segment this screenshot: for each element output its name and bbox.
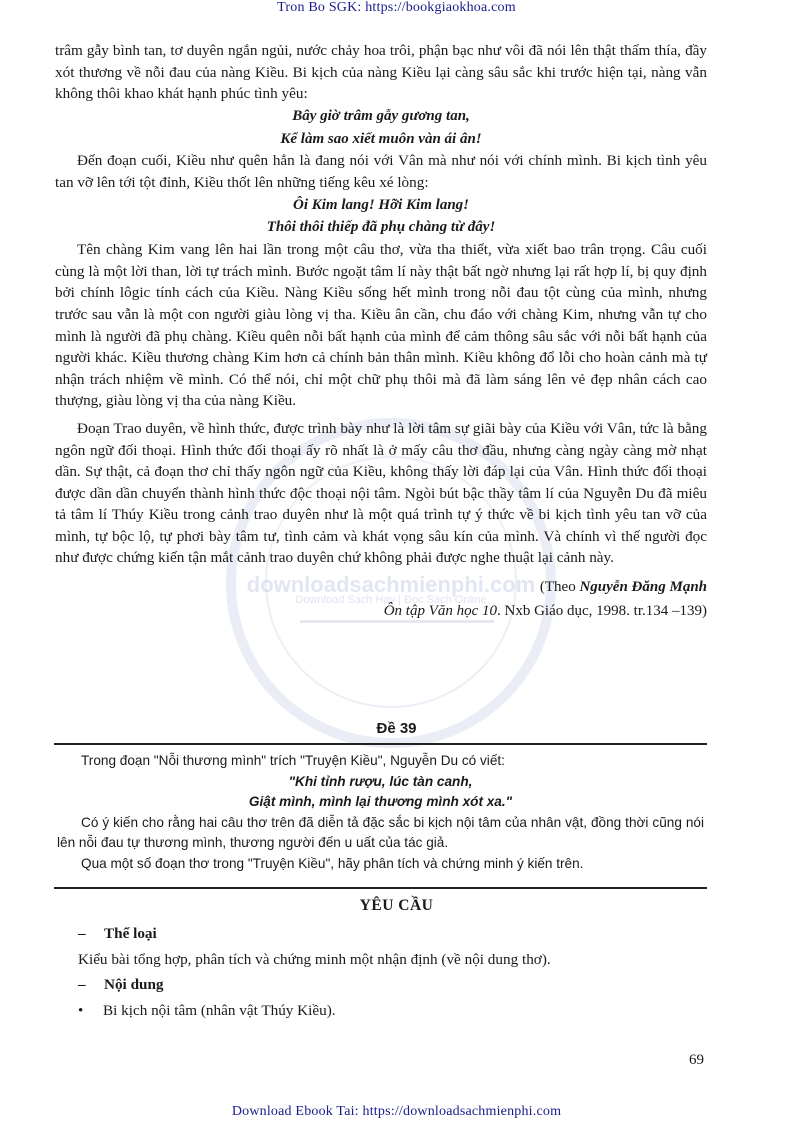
exam-paragraph-2: Qua một số đoạn thơ trong "Truyện Kiều", hãy phân tích và chứng minh ý kiến trên.: [81, 855, 584, 871]
dash-marker: –: [78, 925, 86, 942]
watermark-text: downloadsachmienphi.com: [246, 572, 536, 597]
req-heading-genre: [78, 923, 157, 945]
req-bullet-text: Bi kịch nội tâm (nhân vật Thúy Kiều).: [103, 1002, 336, 1019]
bullet-icon: •: [78, 1002, 84, 1019]
paragraph-3: Tên chàng Kim vang lên hai lần trong một câu thơ, vừa tha thiết, vừa xiết bao trân trọng. Câu cuối cùng là một lời than, lời tự trách mình. Bước ngoặt tâm lí này thật bất ngờ nhưng lại rất hợp lí, bị quy định bởi chính lôgic tính cách của Kiều. Nàng Kiều sống hết mình trong nỗi đau tột cùng của mình, nhưng trước sau vẫn là một con người giàu lòng vị tha. Kiều ân cần, chu đáo với chàng Kim, nhưng vẫn tự cho mình là người đã phụ chàng. Kiều quên nỗi bất hạnh của mình để cảm thông sâu sắc với nỗi bất hạnh của người khác. Kiều thương chàng Kim hơn cả chính bản thân mình. Kiều không đổ lỗi cho hoàn cảnh mà tự nhận trách nhiệm về mình. Có thể nói, chỉ một chữ phụ thôi mà đã làm sáng lên vẻ đẹp nhân cách cao thượng, giàu lòng vị tha của nàng Kiều.: [55, 241, 707, 410]
req-genre-text: Kiểu bài tổng hợp, phân tích và chứng minh một nhận định (về nội dung thơ).: [78, 951, 551, 968]
page-number: 69: [689, 1052, 704, 1068]
req-bullet-item: [78, 1000, 336, 1022]
exam-quote-line-1: "Khi tỉnh rượu, lúc tàn canh,: [288, 773, 473, 789]
source-line-2: [55, 599, 707, 623]
source-book: Ôn tập Văn học 10: [383, 603, 498, 620]
verse-2-line-2: Thôi thôi thiếp đã phụ chàng từ đây!: [266, 219, 496, 236]
req-heading-content: [78, 974, 164, 996]
footer-link[interactable]: Download Ebook Tai: https://downloadsachmienphi.com: [231, 1104, 562, 1119]
req-heading-content-label: Nội dung: [104, 976, 164, 993]
req-heading-genre-label: Thể loại: [104, 925, 157, 942]
exam-quote-line-2: Giật mình, mình lại thương mình xót xa.": [248, 794, 513, 809]
source-prefix: (Theo: [539, 579, 580, 596]
watermark-subtext: Download Sách Hay | Đọc Sách Online: [295, 594, 487, 606]
header-link[interactable]: Tron Bo SGK: https://bookgiaokhoa.com: [277, 0, 516, 15]
paragraph-2: Đến đoạn cuối, Kiều như quên hẳn là đang nói với Vân mà như nói với chính mình. Bi kịch tình yêu tan vỡ lên tới tột đỉnh, Kiều thốt lên những tiếng kêu xé lòng:: [55, 152, 707, 191]
paragraph-4: Đoạn Trao duyên, về hình thức, được trình bày như là lời tâm sự giãi bày của Kiều với Vân, tức là bằng ngôn ngữ đối thoại. Hình thức đối thoại ấy rõ nhất là ở mấy câu thơ đầu, nhưng càng ngày càng mờ nhạt dần. Sự thật, cả đoạn thơ chỉ thấy ngôn ngữ của Kiều, không thấy lời đáp lại của Vân. Hình thức đối thoại được dần dần chuyển thành hình thức độc thoại nội tâm. Ngòi bút bậc thầy tâm lí của Nguyễn Du đã miêu tả tâm lí Thúy Kiều trong cảnh trao duyên như là một quá trình tự ý thức về bi kịch tình yêu tan vỡ của mình, tự bộc lộ, tự phơi bày tâm tư, tình cảm và khát vọng sâu kín của mình. Và chính vì thế người đọc như được chứng kiến tận mắt cảnh trao duyên chứ không phải được nghe thuật lại cảnh này.: [55, 419, 707, 567]
source-line-1: [55, 575, 707, 599]
source-publisher: . Nxb Giáo dục, 1998. tr.134 –139): [497, 603, 707, 620]
verse-2-line-1: Ôi Kim lang! Hỡi Kim lang!: [292, 196, 469, 213]
requirements-title: YÊU CẦU: [359, 897, 434, 914]
exam-intro: Trong đoạn "Nỗi thương mình" trích "Truyện Kiều", Nguyễn Du có viết:: [81, 753, 505, 768]
verse-1-line-1: Bây giờ trâm gẫy gương tan,: [292, 107, 470, 124]
article-body: [55, 40, 707, 623]
dash-marker: –: [78, 976, 86, 993]
source-author: Nguyễn Đăng Mạnh: [579, 579, 707, 596]
exam-box: [54, 743, 707, 889]
exam-title: Đề 39: [376, 720, 417, 737]
verse-1-line-2: Kể làm sao xiết muôn vàn ái ân!: [280, 130, 482, 147]
exam-paragraph-1: Có ý kiến cho rằng hai câu thơ trên đã diễn tả đặc sắc bi kịch nội tâm của nhân vật, đồng thời cũng nói lên nỗi đau tự thương mình, thương người đến u uất của tác giả.: [57, 814, 704, 850]
intro-paragraph: trâm gẫy bình tan, tơ duyên ngắn ngủi, nước chảy hoa trôi, phận bạc như vôi đã nói lên thật thấm thía, đầy xót thương về nỗi đau của nàng Kiều. Bi kịch của nàng Kiều lại càng sâu sắc khi trước hiện tại, nàng vẫn không thôi khao khát hạnh phúc tình yêu:: [55, 42, 707, 103]
